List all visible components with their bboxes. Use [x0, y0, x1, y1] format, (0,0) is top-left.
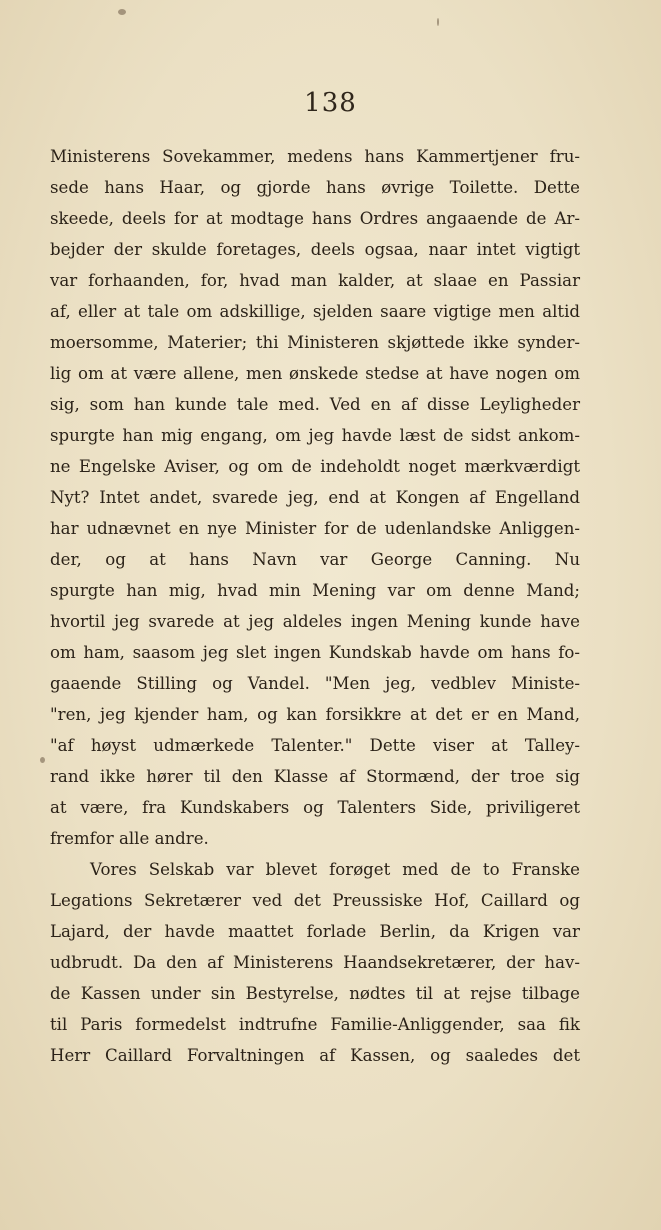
- ink-spot: [437, 18, 439, 26]
- text-line: af, eller at tale om adskillige, sjelden saare vigtige men altid: [50, 302, 580, 321]
- text-line: rand ikke hører til den Klasse af Stormænd, der troe sig: [50, 767, 580, 786]
- text-line: sede hans Haar, og gjorde hans øvrige Toilette. Dette: [50, 178, 580, 197]
- text-line: sig, som han kunde tale med. Ved en af disse Leyligheder: [50, 395, 580, 414]
- text-line: bejder der skulde foretages, deels ogsaa, naar intet vigtigt: [50, 240, 580, 259]
- text-line: Vores Selskab var blevet forøget med de to Franske: [90, 860, 580, 879]
- text-line: spurgte han mig engang, om jeg havde læst de sidst ankom-: [50, 426, 580, 445]
- text-line: Nyt? Intet andet, svarede jeg, end at Kongen af Engelland: [50, 488, 580, 507]
- text-line: de Kassen under sin Bestyrelse, nødtes til at rejse tilbage: [50, 984, 580, 1003]
- text-line: skeede, deels for at modtage hans Ordres angaaende de Ar-: [50, 209, 580, 228]
- text-line: moersomme, Materier; thi Ministeren skjøttede ikke synder-: [50, 333, 580, 352]
- text-line: Legations Sekretærer ved det Preussiske Hof, Caillard og: [50, 891, 580, 910]
- text-line: "ren, jeg kjender ham, og kan forsikkre at det er en Mand,: [50, 705, 580, 724]
- body-text: [50, 141, 580, 1071]
- text-line: "af høyst udmærkede Talenter." Dette viser at Talley-: [50, 736, 580, 755]
- text-line: spurgte han mig, hvad min Mening var om denne Mand;: [50, 581, 580, 600]
- page-number: 138: [304, 88, 357, 118]
- text-line: lig om at være allene, men ønskede stedse at have nogen om: [50, 364, 580, 383]
- text-line: fremfor alle andre.: [50, 829, 209, 848]
- text-line: om ham, saasom jeg slet ingen Kundskab havde om hans fo-: [50, 643, 580, 662]
- ink-spot: [40, 757, 45, 763]
- text-line: var forhaanden, for, hvad man kalder, at slaae en Passiar: [50, 271, 580, 290]
- text-line: ne Engelske Aviser, og om de indeholdt noget mærkværdigt: [50, 457, 580, 476]
- text-line: der, og at hans Navn var George Canning. Nu: [50, 550, 580, 569]
- text-line: at være, fra Kundskabers og Talenters Side, priviligeret: [50, 798, 580, 817]
- text-line: har udnævnet en nye Minister for de udenlandske Anliggen-: [50, 519, 580, 538]
- text-line: gaaende Stilling og Vandel. "Men jeg, vedblev Ministe-: [50, 674, 580, 693]
- text-line: Herr Caillard Forvaltningen af Kassen, og saaledes det: [50, 1046, 580, 1065]
- text-line: til Paris formedelst indtrufne Familie-Anliggender, saa fik: [50, 1015, 580, 1034]
- ink-spot: [118, 9, 126, 15]
- text-line: Lajard, der havde maattet forlade Berlin, da Krigen var: [50, 922, 580, 941]
- text-line: Ministerens Sovekammer, medens hans Kammertjener fru-: [50, 147, 580, 166]
- text-line: hvortil jeg svarede at jeg aldeles ingen Mening kunde have: [50, 612, 580, 631]
- text-line: udbrudt. Da den af Ministerens Haandsekretærer, der hav-: [50, 953, 580, 972]
